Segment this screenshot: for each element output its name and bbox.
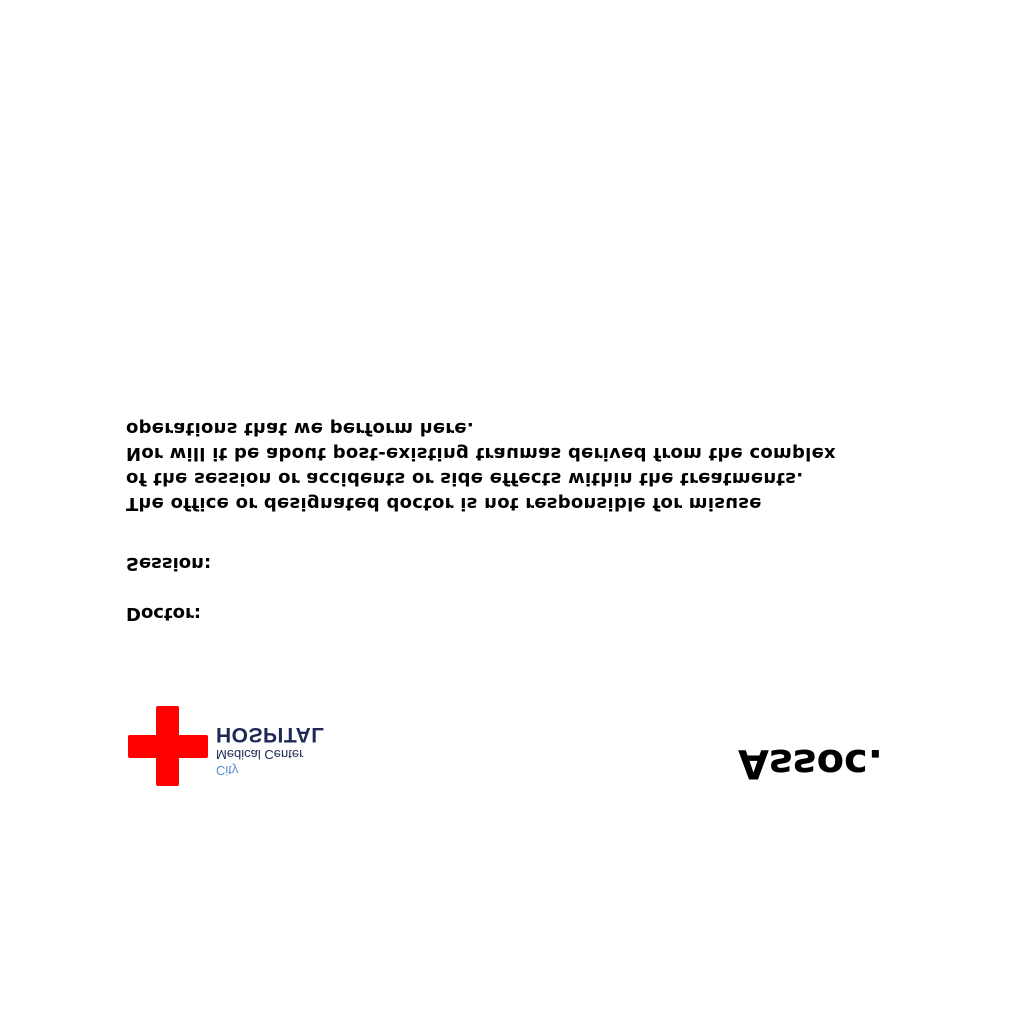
disclaimer-line: of the session or accidents or side effects within the treatments. — [126, 468, 804, 489]
red-cross-icon-bar — [128, 735, 208, 758]
disclaimer-line: Nor will it be about post-existing traumas derived from the complex — [126, 443, 836, 464]
logo-subtitle: Medical Center — [216, 747, 304, 762]
logo-brand-word: HOSPITAL — [216, 723, 325, 746]
signature-text: Assoc. — [738, 740, 883, 786]
disclaimer-paragraph — [126, 416, 926, 516]
disclaimer-line: The office or designated doctor is not responsible for misuse — [126, 493, 762, 514]
hospital-logo — [128, 706, 348, 786]
session-label: Session: — [126, 553, 212, 574]
logo-city-word: City — [216, 763, 239, 778]
doctor-label: Doctor: — [126, 603, 202, 624]
disclaimer-line: operations that we perform here. — [126, 418, 474, 439]
